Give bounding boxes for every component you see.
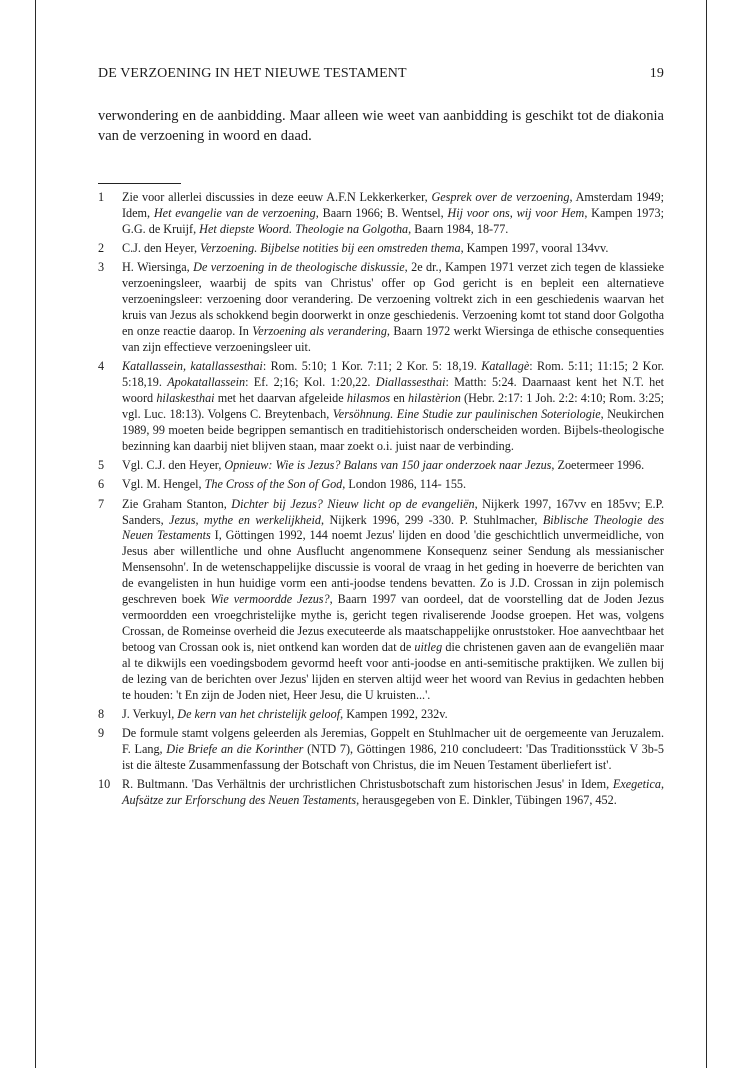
footnote-number: 4 [98,359,105,374]
footnote-item [98,241,664,257]
footnote-number: 9 [98,726,105,741]
footnote-number: 6 [98,477,105,492]
footnote-item [98,777,664,809]
footnote-separator [98,183,181,184]
footnote-text: Katallassein, katallassesthai: Rom. 5:10; 1 Kor. 7:11; 2 Kor. 5: 18,19. Katallagè: Rom. 5:11; 11:15; 2 Kor. 5:18,19. Apokatallassein: Ef. 2;16; Kol. 1:20,22. Diallassesthai: Matth: 5:24. Daarnaast kent het N.T. het woord hilaskesthai met het daarvan afgeleide hilasmos en hilastèrion (Hebr. 2:17: 1 Joh. 2:2: 4:10; Rom. 3:25; vgl. Luc. 18:13). Volgens C. Breytenbach, Versöhnung. Eine Studie zur paulinischen Soteriologie, Neukirchen 1989, 99 moeten beide begrippen semantisch en traditiehistorisch onderscheiden worden. Bijbels-theologische bezinning kan daarbij niet blijven staan, maar zoekt o.i. juist naar de verbinding. [122,359,665,453]
footnote-item [98,359,664,454]
page-number: 19 [649,66,664,81]
page-edge-right [706,0,707,1068]
footnote-number: 5 [98,458,105,473]
footnote-item [98,458,664,474]
footnote-item [98,190,664,238]
footnote-text: H. Wiersinga, De verzoening in de theologische diskussie, 2e dr., Kampen 1971 verzet zich tegen de klassieke verzoeningsleer, waarbij de spits van Christus' offer op God gericht is en bepleit een alternatieve verzoeningsleer: verzoening door verandering. De verzoening voltrekt zich in een geschiedenis waarvan het kruis van Jezus als schokkend begin doorwerkt in onze geschiedenis. Verzoening komt tot stand door Golgotha en onze reactie daarop. In Verzoening als verandering, Baarn 1972 werkt Wiersinga de ethische consequenties van zijn effectieve verzoeningsleer uit. [122,260,664,354]
footnote-number: 1 [98,190,105,204]
footnote-text: Vgl. C.J. den Heyer, Opnieuw: Wie is Jezus? Balans van 150 jaar onderzoek naar Jezus, Zoetermeer 1996. [122,458,645,473]
footnote-text: R. Bultmann. 'Das Verhältnis der urchristlichen Christusbotschaft zum historischen Jesus' in Idem, Exegetica, Aufsätze zur Erforschung des Neuen Testaments, herausgegeben von E. Dinkler, Tübingen 1967, 452. [122,777,664,808]
footnote-item [98,726,664,774]
footnote-list [98,190,664,812]
footnote-number: 8 [98,706,105,721]
footnote-text: De formule stamt volgens geleerden als Jeremias, Goppelt en Stuhlmacher uit de oergemeente van Jeruzalem. F. Lang, Die Briefe an die Korinther (NTD 7), Göttingen 1986, 210 concludeert: 'Das Traditionsstück V 3b-5 ist die älteste Zusammenfassung der Botschaft von Christus, die im Neuen Testament überliefert ist'. [122,726,665,772]
body-paragraph: verwondering en de aanbidding. Maar alleen wie weet van aanbidding is geschikt tot de diakonia van de verzoening in woord en daad. [98,108,664,144]
footnote-text: Zie Graham Stanton, Dichter bij Jezus? Nieuw licht op de evangeliën, Nijkerk 1997, 167vv en 185vv; E.P. Sanders, Jezus, mythe en werkelijkheid, Nijkerk 1996, 299 -330. P. Stuhlmacher, Biblische Theologie des Neuen Testaments I, Göttingen 1992, 144 noemt Jezus' lijden en dood 'die geschichtlich unvermeidliche, von Jesus aber willentliche und ohne Ausflucht angenommene Konsequenz seiner Sendung als messianischer Mensensohn'. In de wetenschappelijke discussie is vooral de vraag in het geding in hoeverre de berichten van de evangelisten in hun huidige vorm een anti-joodse tendens bevatten. Zo is J.D. Crossan in zijn polemisch geschreven boek Wie vermoordde Jezus?, Baarn 1997 van oordeel, dat de voorstelling dat de Joden Jezus vermoordden een vroegchristelijke mythe is, gericht tegen rivaliserende Joodse groepen. Het was, volgens Crossan, de Romeinse overheid die Jezus executeerde als maatschappelijke onruststoker. Hoe aanvechtbaar het betoog van Crossan ook is, niet ontkend kan worden dat de uitleg die christenen gaven aan de evangeliën maar al te dikwijls een voedingsbodem gevormd heeft voor anti-joodse en anti-semitische praktijken. We zullen bij de lezing van de berichten over Jezus' lijden en sterven altijd weer het woord van Revius in gedachten hebben te houden: 't En zijn de Joden niet, Heer Jesu, die U kruisten...'. [122,496,665,702]
footnote-text: Zie voor allerlei discussies in deze eeuw A.F.N Lekkerkerker, Gesprek over de verzoening, Amsterdam 1949; Idem, Het evangelie van de verzoening, Baarn 1966; B. Wentsel, Hij voor ons, wij voor Hem, Kampen 1973; G.G. de Kruijf, Het diepste Woord. Theologie na Golgotha, Baarn 1984, 18-77. [122,190,664,236]
footnote-item [98,260,664,355]
footnote-item [98,477,664,493]
footnote-number: 3 [98,260,105,275]
footnote-number: 2 [98,241,105,256]
footnote-number: 10 [98,777,111,792]
footnote-text: J. Verkuyl, De kern van het christelijk geloof, Kampen 1992, 232v. [122,706,448,721]
footnote-number: 7 [98,496,105,511]
footnote-text: C.J. den Heyer, Verzoening. Bijbelse notities bij een omstreden thema, Kampen 1997, vooral 134vv. [122,241,609,256]
footnote-text: Vgl. M. Hengel, The Cross of the Son of God, London 1986, 114- 155. [122,477,467,492]
page-edge-left [35,0,36,1068]
footnote-item [98,497,664,704]
running-head-title: DE VERZOENING IN HET NIEUWE TESTAMENT [98,66,407,81]
footnote-item [98,707,664,723]
